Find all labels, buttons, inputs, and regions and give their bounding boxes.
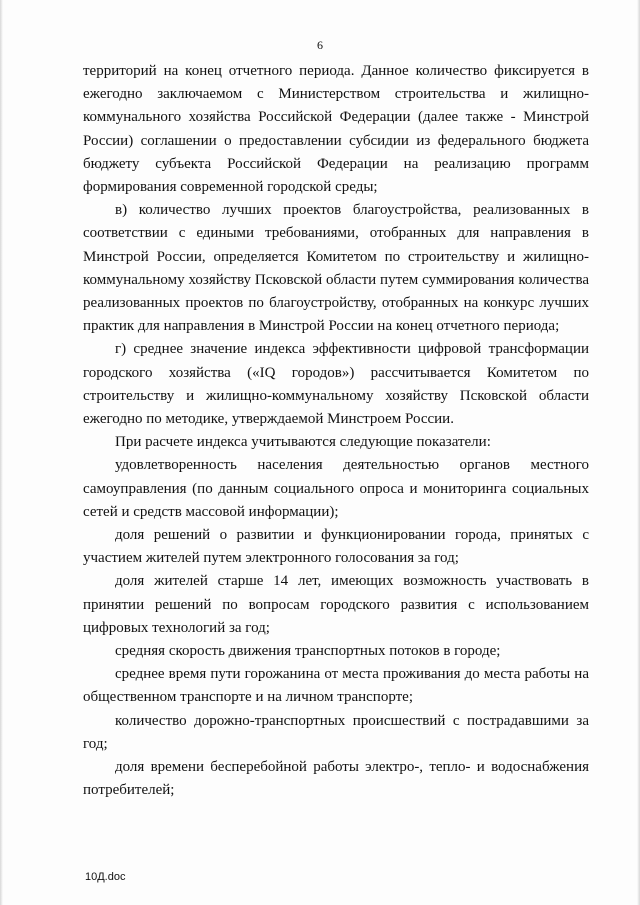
paragraph: доля времени бесперебойной работы электро-, тепло- и водоснабжения потребителей; [83, 759, 589, 799]
paragraph: среднее время пути горожанина от места проживания до места работы на общественном транспорте и на личном транспорте; [83, 666, 589, 706]
page-number: 6 [317, 38, 323, 52]
paragraph: При расчете индекса учитываются следующие показатели: [115, 434, 491, 451]
paragraph: доля решений о развитии и функционировании города, принятых с участием жителей путем электронного голосования за год; [83, 527, 589, 567]
paragraph: доля жителей старше 14 лет, имеющих возможность участвовать в принятии решений по вопросам городского развития с использованием цифровых технологий за год; [83, 573, 589, 636]
scan-edge-left [0, 0, 3, 905]
paragraph: количество дорожно-транспортных происшествий с пострадавшими за год; [83, 712, 589, 752]
paragraph: средняя скорость движения транспортных потоков в городе; [115, 643, 501, 660]
paragraph: территорий на конец отчетного периода. Данное количество фиксируется в ежегодно заключаемом с Министерством строительства и жилищно-коммунального хозяйства Российской Федерации (далее также - Минстрой России) соглашении о предоставлении субсидии из федерального бюджета бюджету субъекта Российской Федерации на реализацию программ формирования современной городской среды; [83, 63, 589, 196]
document-body [83, 60, 589, 803]
footer-filename: 10Д.doc [85, 871, 126, 883]
paragraph: в) количество лучших проектов благоустройства, реализованных в соответствии с едиными требованиями, отобранных для направления в Минстрой России, определяется Комитетом по строительству и жилищно-коммунальному хозяйству Псковской области путем суммирования количества реализованных проектов по благоустройству, отобранных на конкурс лучших практик для направления в Минстрой России на конец отчетного периода; [83, 202, 589, 335]
paragraph: удовлетворенность населения деятельностью органов местного самоуправления (по данным социального опроса и мониторинга социальных сетей и средств массовой информации); [83, 457, 589, 520]
paragraph: г) среднее значение индекса эффективности цифровой трансформации городского хозяйства («IQ городов») рассчитывается Комитетом по строительству и жилищно-коммунальному хозяйству Псковской области ежегодно по методике, утверждаемой Минстроем России. [83, 341, 589, 428]
